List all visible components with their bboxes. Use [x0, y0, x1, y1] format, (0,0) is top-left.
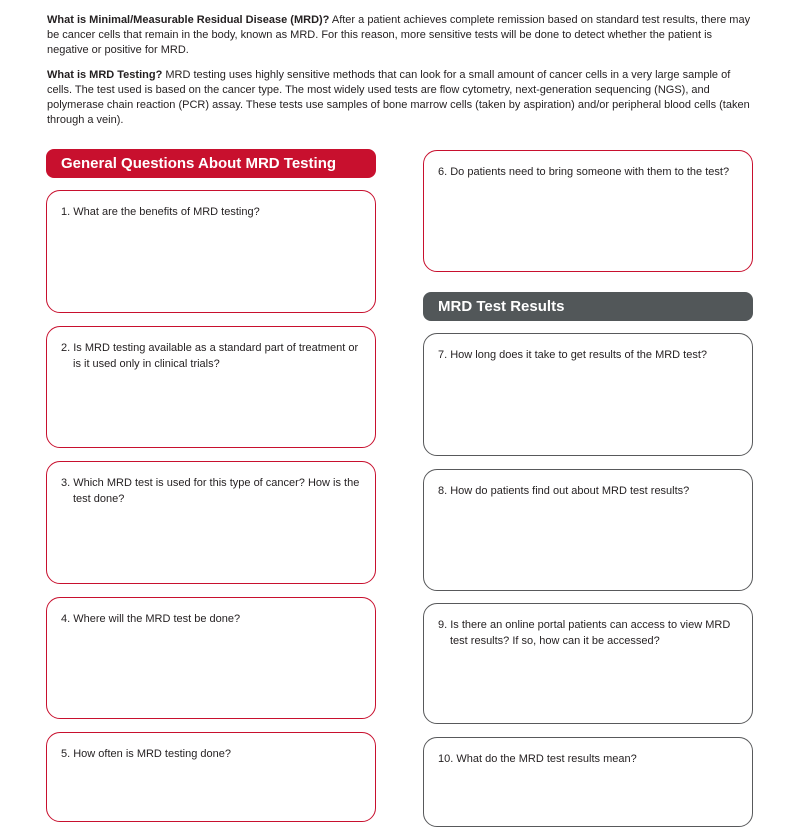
question-text: 1. What are the benefits of MRD testing?	[61, 206, 260, 218]
question-text: 10. What do the MRD test results mean?	[438, 753, 637, 765]
question-box-1[interactable]	[46, 190, 376, 313]
question-text: 6. Do patients need to bring someone with them to the test?	[438, 166, 730, 178]
intro-mrd-testing	[47, 68, 753, 128]
question-box-5[interactable]	[46, 732, 376, 822]
question-box-6[interactable]	[423, 150, 753, 272]
question-box-2[interactable]	[46, 326, 376, 448]
question-box-3[interactable]	[46, 461, 376, 584]
question-text: 3. Which MRD test is used for this type of cancer? How is the test done?	[61, 477, 360, 505]
question-text: 4. Where will the MRD test be done?	[61, 613, 241, 625]
section-header-results: MRD Test Results	[423, 292, 753, 321]
question-text: 9. Is there an online portal patients can access to view MRD test results? If so, how can it be accessed?	[438, 619, 731, 647]
question-text: 8. How do patients find out about MRD test results?	[438, 485, 690, 497]
question-box-4[interactable]	[46, 597, 376, 719]
intro-testing-heading: What is MRD Testing?	[47, 69, 163, 81]
question-text: 5. How often is MRD testing done?	[61, 748, 231, 760]
intro-mrd-definition	[47, 13, 753, 58]
section-header-general: General Questions About MRD Testing	[46, 149, 376, 178]
intro-mrd-heading: What is Minimal/Measurable Residual Disease (MRD)?	[47, 14, 330, 26]
question-text: 2. Is MRD testing available as a standard part of treatment or is it used only in clinical trials?	[61, 342, 359, 370]
intro-mrd-body: After a patient achieves complete remission based on standard test results, there may be cancer cells that remain in the body, known as MRD. For this reason, more sensitive tests will be done to detect whether the patient is negative or positive for MRD.	[47, 14, 751, 56]
question-box-7[interactable]	[423, 333, 753, 456]
intro-testing-body: MRD testing uses highly sensitive methods that can look for a small amount of cancer cells in a very large sample of cells. The test used is based on the cancer type. The most widely used tests are flow cytometry, next-generation sequencing (NGS), and polymerase chain reaction (PCR) assay. These tests use samples of bone marrow cells (taken by aspiration) and/or peripheral blood cells (taken through a vein).	[47, 69, 750, 126]
question-box-8[interactable]	[423, 469, 753, 591]
question-text: 7. How long does it take to get results of the MRD test?	[438, 349, 708, 361]
question-box-9[interactable]	[423, 603, 753, 724]
question-box-10[interactable]	[423, 737, 753, 827]
